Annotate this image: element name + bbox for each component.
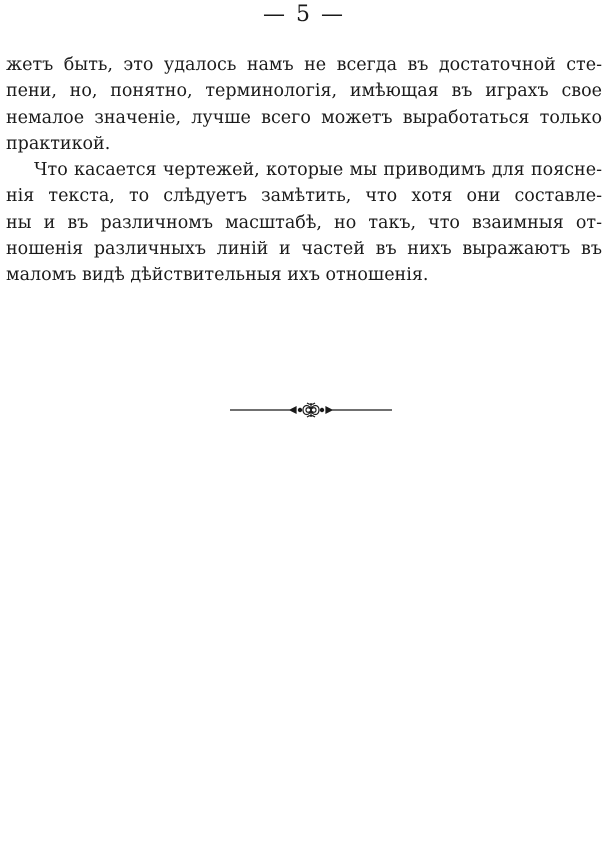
text-line: маломъ видѣ дѣйствительныя ихъ отношенія. (6, 265, 429, 286)
paragraph-2 (6, 157, 602, 288)
body-text (6, 52, 602, 289)
text-line: нія текста, то слѣдуетъ замѣтить, что хотя они составле- (6, 186, 602, 207)
paragraph-1 (6, 52, 602, 157)
text-line: ны и въ различномъ масштабѣ, но такъ, что взаимныя от- (6, 212, 602, 233)
page-number: — 5 — (263, 2, 345, 27)
text-line: пени, но, понятно, терминологія, имѣющая въ играхъ свое (6, 81, 602, 102)
fleuron-divider-icon (230, 399, 392, 421)
text-line: Что касается чертежей, которые мы приводимъ для поясне- (34, 160, 602, 181)
text-line: жетъ быть, это удалось намъ не всегда въ достаточной сте- (6, 55, 602, 75)
text-line: немалое значеніе, лучше всего можетъ выработаться только (6, 107, 602, 128)
text-line: ношенія различныхъ линій и частей въ нихъ выражаютъ въ (6, 239, 602, 260)
text-line: практикой. (6, 133, 111, 154)
